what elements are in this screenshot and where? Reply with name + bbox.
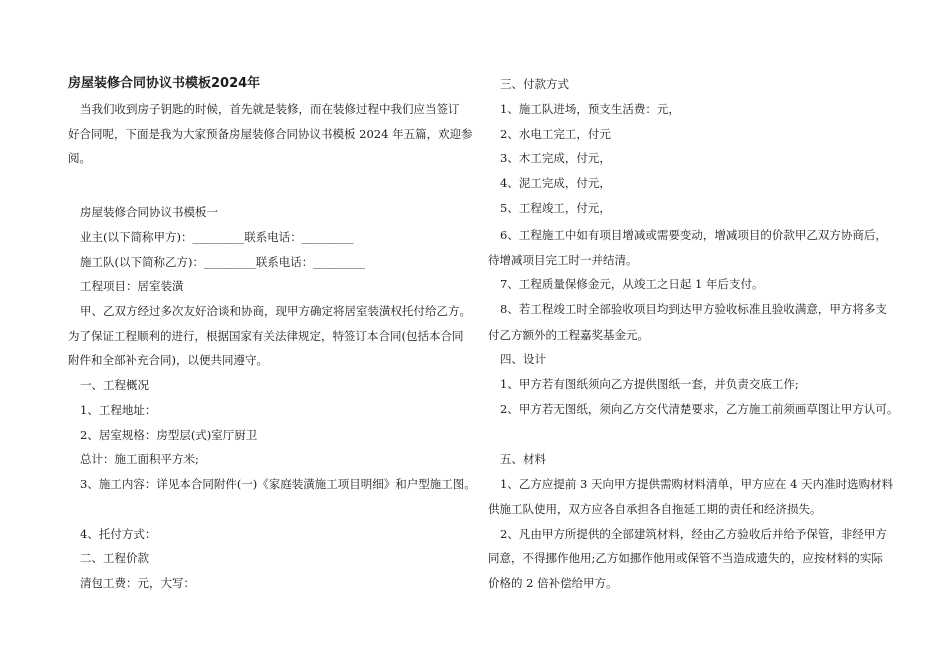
paragraph-line: 5、工程竣工，付元， bbox=[500, 201, 611, 215]
paragraph-line: 供施工队使用，双方应各自承担各自拖延工期的责任和经济损失。 bbox=[488, 502, 822, 516]
section-heading: 四、设计 bbox=[500, 352, 546, 366]
paragraph-line: 4、泥工完成，付元， bbox=[500, 176, 611, 190]
paragraph-line: 6、工程施工中如有项目增减或需要变动，增减项目的价款甲乙双方协商后， bbox=[500, 228, 887, 242]
paragraph-line: 施工队(以下简称乙方)：_________联系电话：_________ bbox=[80, 255, 365, 269]
paragraph-line: 7、工程质量保修金元，从竣工之日起 1 年后支付。 bbox=[500, 277, 764, 291]
document-title: 房屋装修合同协议书模板2024年 bbox=[68, 76, 261, 91]
paragraph-line: 2、凡由甲方所提供的全部建筑材料，经由乙方验收后并给予保管，非经甲方 bbox=[500, 527, 887, 541]
paragraph-line: 4、托付方式： bbox=[80, 527, 157, 541]
paragraph-line: 业主(以下简称甲方)：_________联系电话：_________ bbox=[80, 230, 354, 244]
paragraph-line: 价格的 2 倍补偿给甲方。 bbox=[488, 576, 618, 590]
section-heading: 房屋装修合同协议书模板一 bbox=[80, 205, 218, 219]
paragraph-line: 1、乙方应提前 3 天向甲方提供需购材料清单，甲方应在 4 天内准时选购材料 bbox=[500, 477, 894, 491]
paragraph-line: 8、若工程竣工时全部验收项目均到达甲方验收标准且验收满意，甲方将多支 bbox=[500, 302, 887, 316]
paragraph-line: 工程项目：居室装潢 bbox=[80, 279, 184, 293]
paragraph-line: 甲、乙双方经过多次友好洽谈和协商，现甲方确定将居室装潢权托付给乙方。 bbox=[80, 304, 471, 318]
paragraph-line: 1、施工队进场，预支生活费：元， bbox=[500, 102, 680, 116]
intro-line: 好合同呢，下面是我为大家预备房屋装修合同协议书模板 2024 年五篇，欢迎参 bbox=[68, 127, 473, 141]
intro-line: 阅。 bbox=[68, 151, 91, 165]
paragraph-line: 付乙方额外的工程嘉奖基金元。 bbox=[488, 328, 649, 342]
paragraph-line: 2、居室规格：房型层(式)室厅厨卫 bbox=[80, 428, 258, 442]
intro-line: 当我们收到房子钥匙的时候，首先就是装修，而在装修过程中我们应当签订 bbox=[80, 102, 460, 116]
paragraph-line: 同意，不得挪作他用;乙方如挪作他用或保管不当造成遗失的，应按材料的实际 bbox=[488, 551, 883, 565]
section-heading: 二、工程价款 bbox=[80, 551, 149, 565]
section-heading: 五、材料 bbox=[500, 452, 546, 466]
section-heading: 一、工程概况 bbox=[80, 378, 149, 392]
paragraph-line: 待增减项目完工时一并结清。 bbox=[488, 253, 638, 267]
paragraph-line: 1、工程地址： bbox=[80, 403, 157, 417]
paragraph-line: 为了保证工程顺利的进行，根据国家有关法律规定，特签订本合同(包括本合同 bbox=[68, 329, 464, 343]
paragraph-line: 2、甲方若无图纸，须向乙方交代清楚要求，乙方施工前须画草图让甲方认可。 bbox=[500, 402, 899, 416]
section-heading: 三、付款方式 bbox=[500, 77, 569, 91]
paragraph-line: 1、甲方若有图纸须向乙方提供图纸一套，并负责交底工作; bbox=[500, 377, 799, 391]
paragraph-line: 清包工费：元，大写： bbox=[80, 576, 195, 590]
paragraph-line: 3、木工完成，付元， bbox=[500, 151, 611, 165]
paragraph-line: 附件和全部补充合同)，以便共同遵守。 bbox=[68, 353, 268, 367]
paragraph-line: 3、施工内容：详见本合同附件(一)《家庭装潢施工项目明细》和户型施工图。 bbox=[80, 477, 476, 491]
paragraph-line: 总计：施工面积平方米; bbox=[80, 452, 199, 466]
paragraph-line: 2、水电工完工，付元 bbox=[500, 127, 611, 141]
